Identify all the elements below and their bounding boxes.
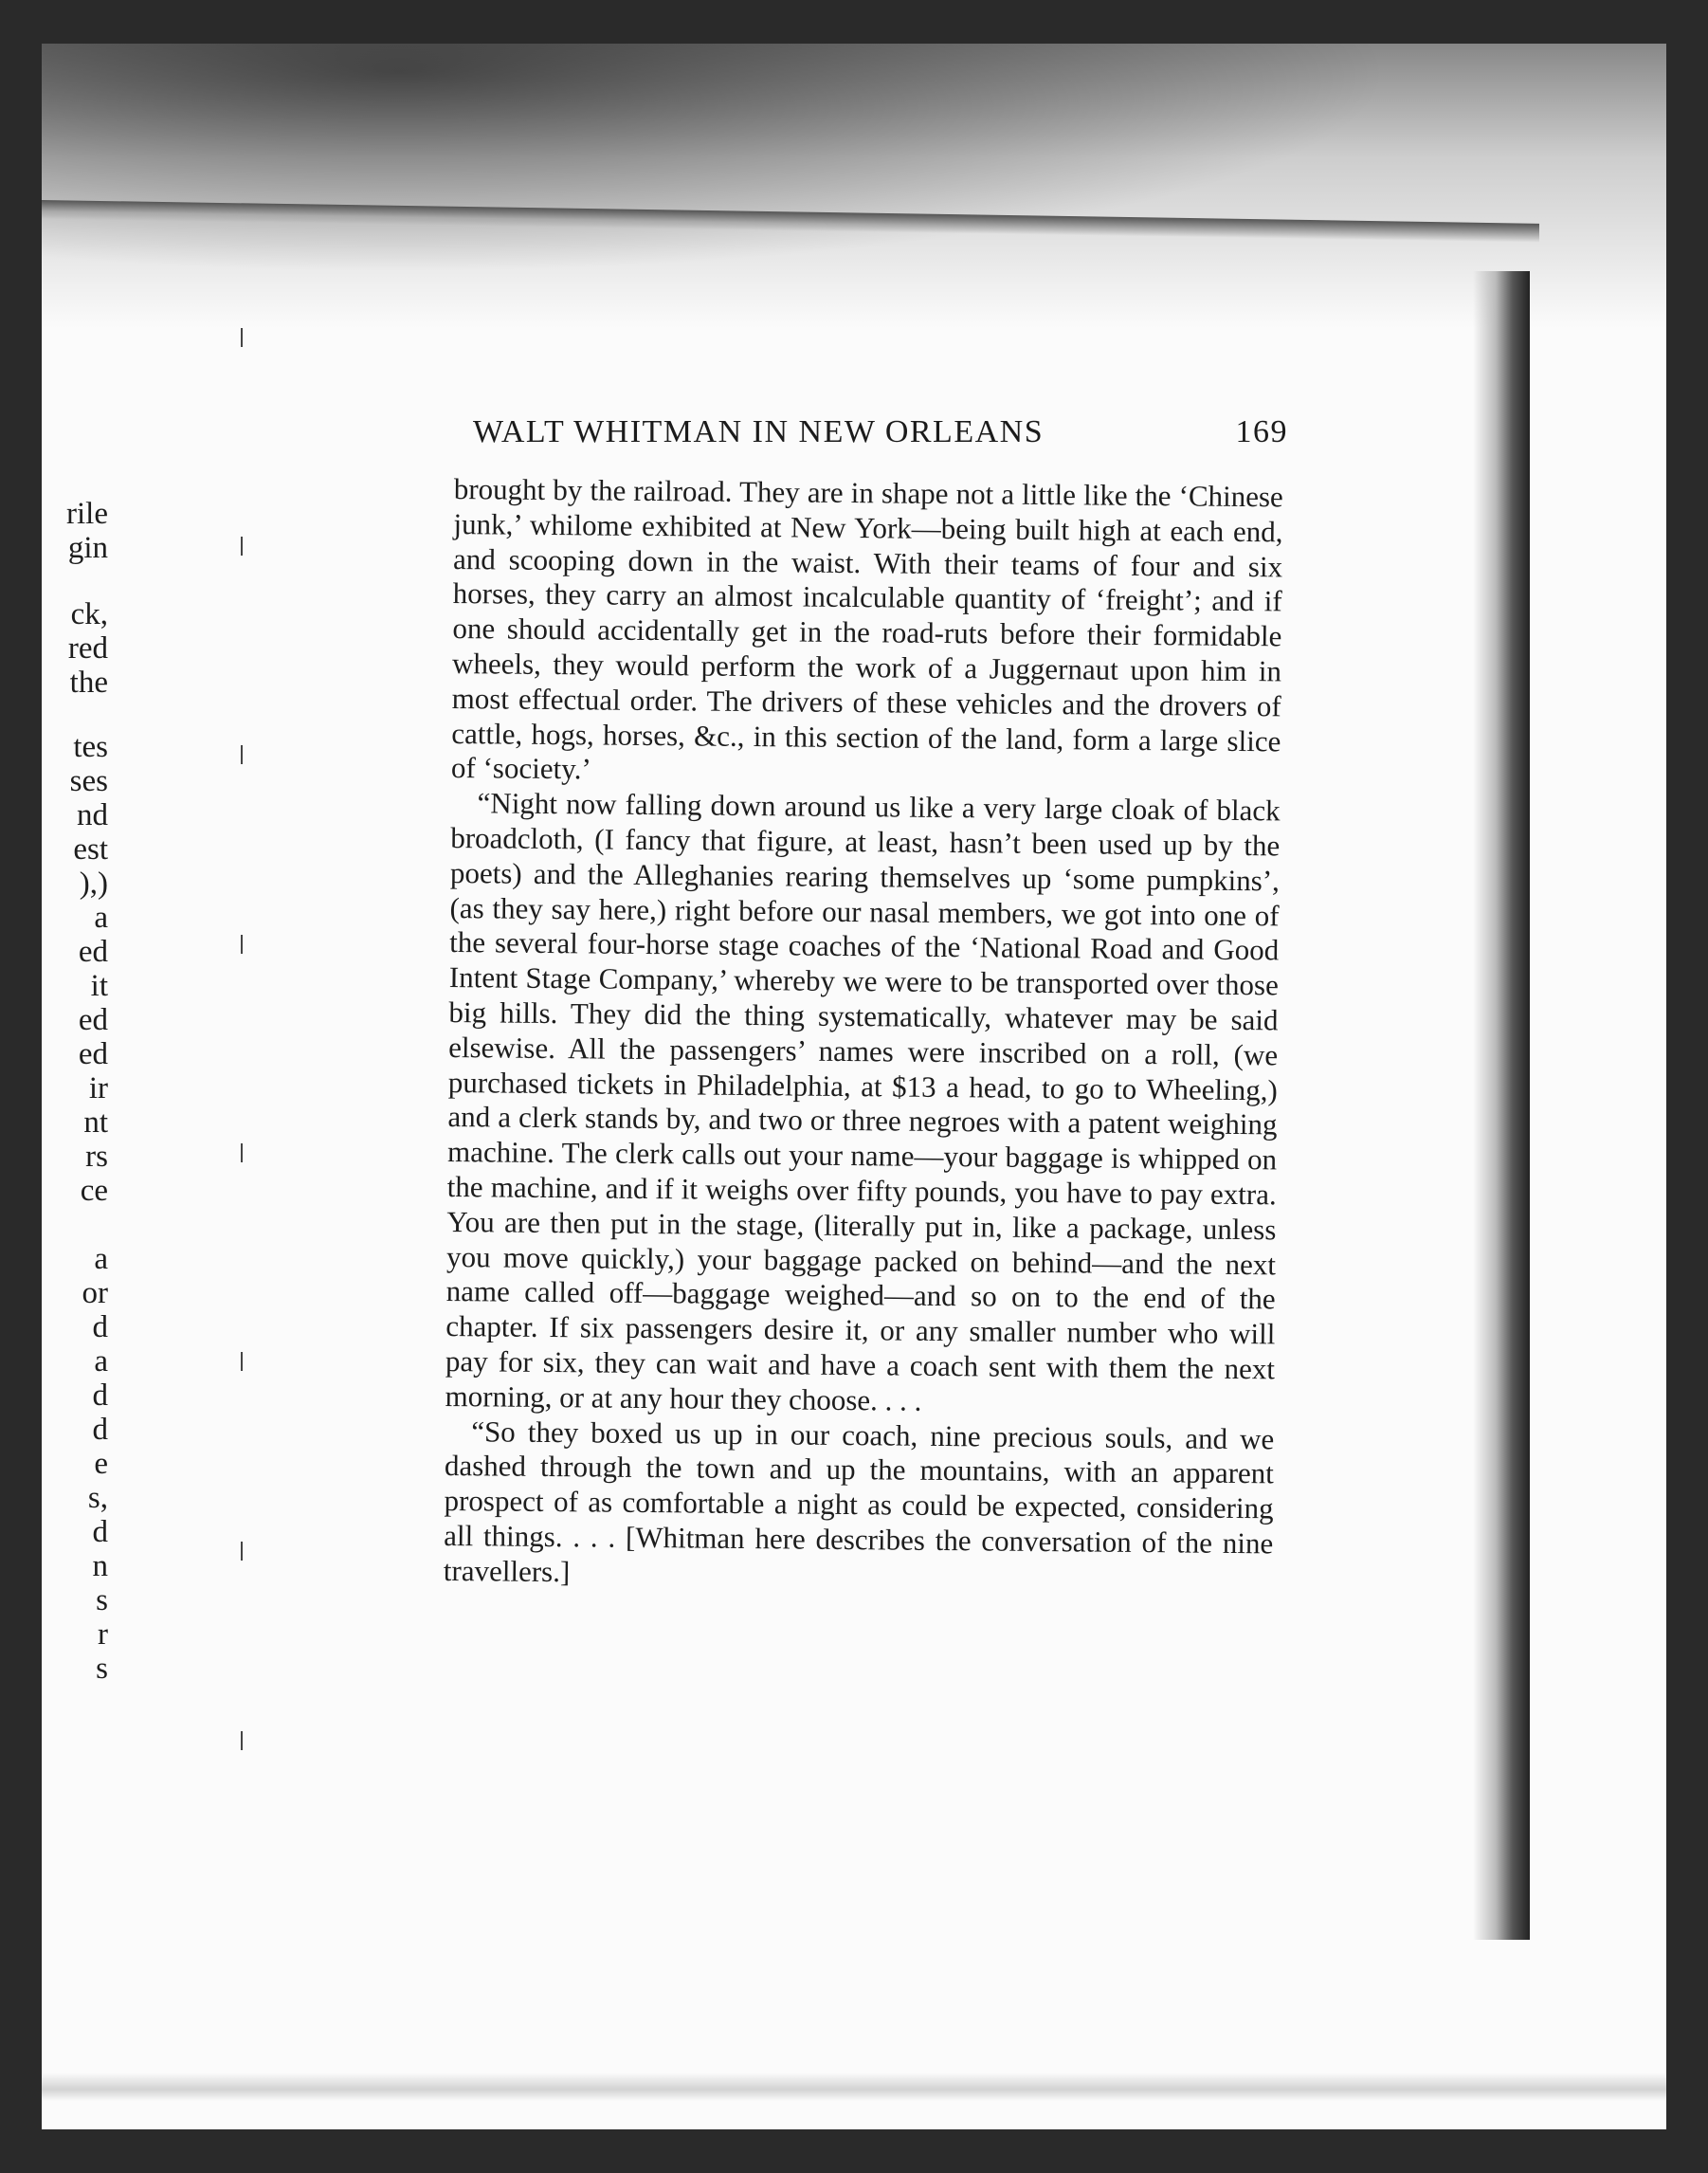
fragment: s, — [87, 1481, 108, 1515]
fragment: nt — [83, 1105, 108, 1140]
fragment: a — [94, 1242, 108, 1276]
bottom-edge-shadow — [42, 2073, 1666, 2101]
fragment: ed — [78, 1003, 108, 1037]
fragment: a — [94, 901, 108, 935]
fragment: r — [98, 1617, 108, 1652]
fragment: red — [67, 631, 108, 666]
photocopy-shadow — [42, 44, 1666, 328]
fragment: tes — [73, 730, 108, 764]
book-fore-edge — [1473, 271, 1530, 1940]
fragment: it — [90, 969, 108, 1003]
paragraph: “Night now falling down around us like a very large cloak of black broadcloth, (I fancy that figure, at least, hasn’t been used up by the poets) and the Alleghanies rearing themselves up ‘some pumpkins’, (as they say here,) right before our nasal members, we got into one of the several four-horse stage coaches of the ‘National Road and Good Intent Stage Company,’ whereby we were to be transported over those big hills. They did the thing systematically, whatever may be said elsewise. All the passengers’ names were inscribed on a roll, (we purchased tickets in Philadelphia, at $13 a head, to go to Wheeling,) and a clerk stands by, and two or three negroes with a patent weighing machine. The clerk calls out your name—your baggage is whipped on the machine, and if it weighs over fifty pounds, you have to pay extra. You are then put in the stage, (literally put in, like a package, unless you move quickly,) your baggage packed on behind—and the next name called off—baggage weighed—and so on to the end of the chapter. If six passengers desire it, or any smaller number who will pay for six, they can wait and have a coach sent with them the next morning, or at any hour they choose. . . . — [445, 786, 1281, 1417]
fragment: a — [94, 1344, 108, 1379]
scanned-page — [42, 44, 1666, 2129]
body-text — [444, 472, 1283, 1597]
fragment: gin — [67, 531, 108, 565]
fragment: e — [94, 1447, 108, 1481]
paragraph: “So they boxed us up in our coach, nine precious souls, and we dashed through the town and up the mountains, with an apparent prospect of as comfortable a night as could be expected, considering all things. . . . [Whitman here describes the conversation of the nine travellers.] — [443, 1414, 1275, 1588]
running-header — [473, 414, 1288, 450]
fragment: or — [82, 1276, 108, 1310]
fragment: rile — [66, 497, 108, 531]
fragment: the — [69, 666, 108, 700]
fragment: ed — [78, 935, 108, 969]
fragment: ck, — [70, 597, 108, 631]
fragment: d — [92, 1413, 108, 1447]
fragment: n — [92, 1549, 108, 1583]
fragment: nd — [77, 798, 108, 832]
facing-page-fragments — [42, 214, 108, 1779]
fragment: ir — [88, 1071, 108, 1105]
fragment: ses — [69, 764, 108, 798]
paragraph: brought by the railroad. They are in shape not a little like the ‘Chinese junk,’ whilome exhibited at New York—being built high at each end, and scooping down in the waist. With their teams of four and six horses, they carry an almost incalculable quantity of ‘freight’; and if one should accidentally get in the road-ruts before their formidable wheels, they would perform the work of a Juggernaut upon him in most effectual order. The drivers of these vehicles and the drovers of cattle, hogs, horses, &c., in this section of the land, form a large slice of ‘society.’ — [450, 472, 1283, 786]
fragment: ed — [78, 1037, 108, 1071]
gutter-marks — [241, 328, 250, 1940]
fragment: ),) — [79, 867, 108, 901]
fragment: s — [96, 1652, 108, 1686]
fragment: d — [92, 1515, 108, 1549]
fragment: ce — [80, 1174, 108, 1208]
page-number: 169 — [1235, 414, 1288, 449]
fragment: s — [96, 1583, 108, 1617]
fragment: est — [73, 832, 108, 867]
fragment: d — [92, 1379, 108, 1413]
fragment: rs — [85, 1140, 108, 1174]
fragment: d — [92, 1310, 108, 1344]
running-title: WALT WHITMAN IN NEW ORLEANS — [473, 414, 1045, 449]
